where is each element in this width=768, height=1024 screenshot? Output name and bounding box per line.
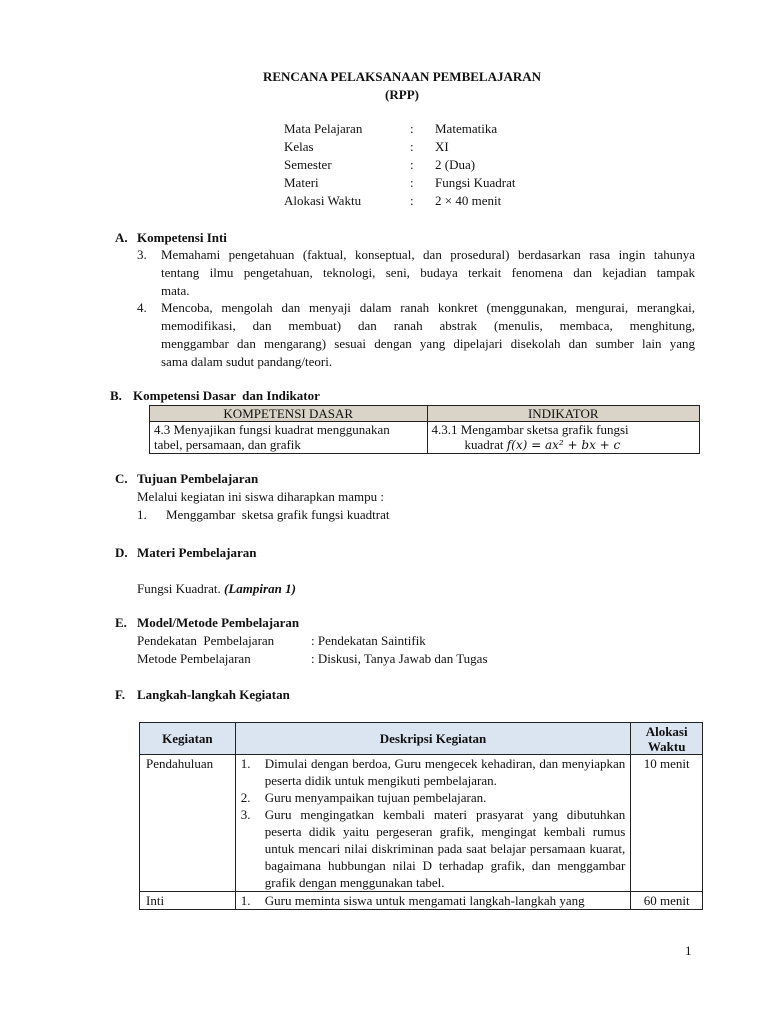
list-item (236, 755, 626, 789)
ki-item-4-line: sama dalam sudut pandang/teori. (161, 354, 333, 369)
metode-value: : Diskusi, Tanya Jawab dan Tugas (311, 651, 488, 666)
table-row (140, 755, 703, 892)
deskripsi-cell (235, 755, 631, 892)
page-subtitle: (RPP) (385, 87, 419, 102)
list-item-number: 1. (240, 756, 251, 771)
deskripsi-header: Deskripsi Kegiatan (235, 723, 631, 755)
materi-lampiran-ref: (Lampiran 1) (224, 581, 296, 596)
alokasi-cell: 60 menit (631, 892, 703, 910)
ki-item-4-line: memodifikasi, dan membuat) dan ranah abstrak (menulis, membaca, menghitung, (161, 318, 695, 333)
model-value: : Pendekatan Saintifik (311, 633, 426, 648)
indikator-header-cell: INDIKATOR (427, 406, 700, 422)
kd-cell (150, 422, 428, 454)
list-item-text: Guru menyampaikan tujuan pembelajaran. (264, 790, 487, 805)
identity-label: Semester (284, 157, 332, 172)
list-item (236, 789, 626, 806)
list-item-text: Dimulai dengan berdoa, Guru mengecek kehadiran, dan menyiapkan peserta didik untuk mengikuti pembelajaran. (264, 756, 626, 788)
list-item-number: 3. (240, 807, 251, 822)
section-f-heading: Langkah-langkah Kegiatan (137, 687, 290, 702)
kegiatan-cell: Inti (140, 892, 236, 910)
indikator-line: 4.3.1 Mengambar sketsa grafik fungsi (431, 422, 629, 437)
ki-item-4-line: menggambar dan mengarang) sesuai dengan yang dipelajari disekolah dan sumber lain yang (161, 336, 695, 351)
list-item-number: 1. (240, 893, 251, 908)
alokasi-header (631, 723, 703, 755)
kd-line: tabel, persamaan, dan grafik (154, 437, 301, 452)
kd-header-cell: KOMPETENSI DASAR (150, 406, 428, 422)
identity-label: Kelas (284, 139, 314, 154)
table-row (140, 892, 703, 910)
page-title: RENCANA PELAKSANAAN PEMBELAJARAN (262, 69, 542, 84)
kd-table-header-row (150, 406, 700, 422)
alokasi-header-line: Alokasi (645, 723, 688, 739)
section-a-heading: Kompetensi Inti (137, 230, 227, 245)
deskripsi-cell (235, 892, 631, 910)
kegiatan-cell: Pendahuluan (140, 755, 236, 892)
section-c-letter: C. (115, 471, 128, 486)
section-a-letter: A. (115, 230, 128, 245)
alokasi-header-line: Waktu (647, 738, 686, 754)
tujuan-item-number: 1. (137, 507, 147, 522)
list-item-text: Guru meminta siswa untuk mengamati langkah-langkah yang (264, 893, 585, 908)
alokasi-cell: 10 menit (631, 755, 703, 892)
identity-label: Alokasi Waktu (284, 193, 362, 208)
ki-item-4-line: Mencoba, mengolah dan menyaji dalam ranah konkret (menggunakan, mengurai, merangkai, (161, 300, 695, 315)
langkah-kegiatan-table (139, 722, 703, 910)
materi-text: Fungsi Kuadrat. (137, 581, 221, 596)
indikator-line-2 (432, 437, 696, 453)
lk-table-header-row (140, 723, 703, 755)
metode-label: Metode Pembelajaran (137, 651, 251, 666)
section-d-letter: D. (115, 545, 128, 560)
kegiatan-header: Kegiatan (140, 723, 236, 755)
identity-value: 2 × 40 menit (435, 193, 502, 208)
kd-table-row (150, 422, 700, 454)
kd-indikator-table (149, 405, 700, 454)
ki-item-3-line: tentang ilmu pengetahuan, teknologi, seni, budaya terkait fenomena dan kejadian tampak (161, 265, 695, 280)
list-item (236, 806, 626, 891)
section-f-letter: F. (115, 687, 125, 702)
identity-separator: : (410, 139, 414, 154)
section-b-letter: B. (110, 388, 122, 403)
identity-value: XI (435, 139, 449, 154)
deskripsi-list (236, 755, 626, 891)
materi-line (137, 580, 296, 598)
section-c-heading: Tujuan Pembelajaran (137, 471, 259, 486)
list-item-text: Guru mengingatkan kembali materi prasyarat yang dibutuhkan peserta didik yaitu pergeseran grafik, mengingat kembali rumus untuk mencari nilai diskriminan pada saat belajar persamaan kuarat, bagaimana hubbungan nilai D terhadap grafik, dan menggambar grafik dengan menggunakan tabel. (264, 807, 626, 890)
deskripsi-list (236, 892, 626, 909)
list-item-number: 2. (240, 790, 251, 805)
identity-value: Fungsi Kuadrat (435, 175, 516, 190)
ki-item-4-number: 4. (137, 300, 147, 315)
model-label: Pendekatan Pembelajaran (137, 633, 275, 648)
identity-label: Mata Pelajaran (284, 121, 363, 136)
kd-line: 4.3 Menyajikan fungsi kuadrat menggunakan (154, 422, 390, 437)
section-d-heading: Materi Pembelajaran (137, 545, 257, 560)
section-c-intro: Melalui kegiatan ini siswa diharapkan mampu : (137, 489, 384, 504)
page-number: 1 (685, 943, 692, 958)
ki-item-3-line: mata. (161, 283, 190, 298)
identity-value: Matematika (435, 121, 498, 136)
indikator-cell (427, 422, 700, 454)
indikator-prefix: kuadrat (464, 437, 504, 452)
identity-separator: : (410, 175, 414, 190)
identity-separator: : (410, 193, 414, 208)
identity-label: Materi (284, 175, 319, 190)
identity-value: 2 (Dua) (435, 157, 476, 172)
ki-item-3-number: 3. (137, 247, 147, 262)
ki-item-3-line: Memahami pengetahuan (faktual, konseptual, dan prosedural) berdasarkan rasa ingin tahunya (161, 247, 695, 262)
list-item (236, 892, 626, 909)
section-b-heading: Kompetensi Dasar dan Indikator (133, 388, 320, 403)
section-e-letter: E. (115, 615, 127, 630)
section-e-heading: Model/Metode Pembelajaran (137, 615, 300, 630)
tujuan-item-text: Menggambar sketsa grafik fungsi kuadtrat (166, 507, 390, 522)
identity-separator: : (410, 121, 414, 136)
identity-separator: : (410, 157, 414, 172)
quadratic-formula: f(x) = ax² + bx + c (506, 438, 621, 452)
